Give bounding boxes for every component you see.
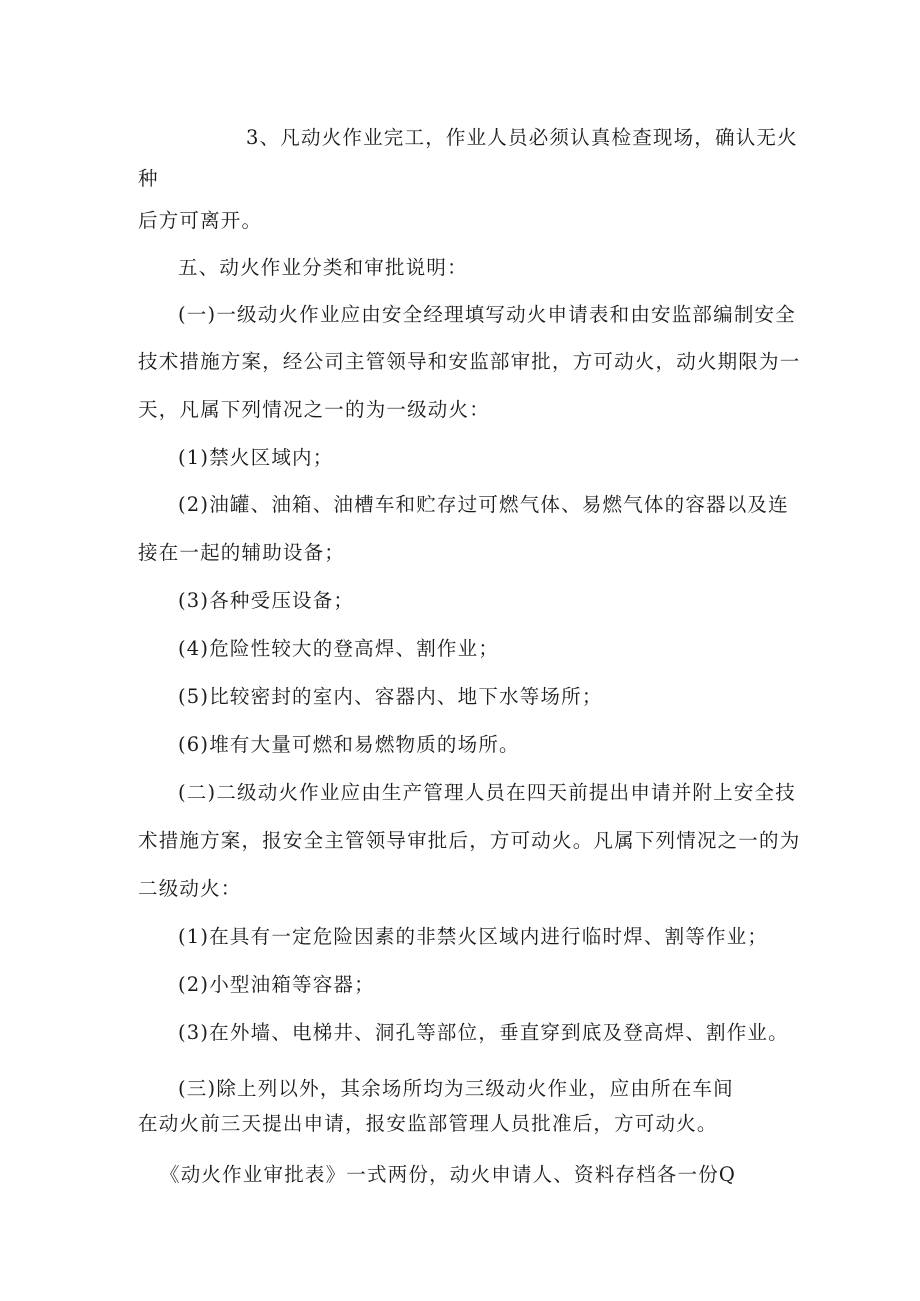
- list-item: (1)在具有一定危险因素的非禁火区域内进行临时焊、割等作业；: [178, 925, 769, 948]
- paragraph-line: 后方可离开。: [138, 209, 263, 232]
- paragraph-line: 接在一起的辅助设备；: [138, 541, 346, 564]
- list-item: (1)禁火区域内；: [178, 446, 334, 469]
- paragraph-line: 在动火前三天提出申请，报安监部管理人员批准后，方可动火。: [138, 1112, 718, 1135]
- paragraph-line: 二级动火：: [138, 877, 242, 900]
- list-item: (4)危险性较大的登高焊、割作业；: [178, 637, 500, 660]
- list-item: (6)堆有大量可燃和易燃物质的场所。: [178, 733, 520, 756]
- list-item: (2)油罐、油箱、油槽车和贮存过可燃气体、易燃气体的容器以及连: [178, 493, 789, 516]
- paragraph-line: (三)除上列以外，其余场所均为三级动火作业，应由所在车间: [178, 1077, 734, 1100]
- list-item: (3)各种受压设备；: [178, 589, 355, 612]
- paragraph-line: (一)一级动火作业应由安全经理填写动火申请表和由安监部编制安全: [178, 303, 796, 326]
- list-item: (3)在外墙、电梯井、洞孔等部位，垂直穿到底及登高焊、割作业。: [178, 1021, 789, 1044]
- section-heading: 五、动火作业分类和审批说明：: [178, 256, 468, 279]
- paragraph-line: 《动火作业审批表》一式两份，动火申请人、资料存档各一份Q: [160, 1163, 737, 1186]
- paragraph-line: (二)二级动火作业应由生产管理人员在四天前提出申请并附上安全技: [178, 781, 796, 804]
- paragraph-line: 天，凡属下列情况之一的为一级动火：: [138, 398, 490, 421]
- paragraph-line: 种: [138, 167, 159, 190]
- paragraph-line: 3、凡动火作业完工，作业人员必须认真检查现场，确认无火: [246, 126, 798, 149]
- paragraph-line: 技术措施方案，经公司主管领导和安监部审批，方可动火，动火期限为一: [138, 350, 801, 373]
- list-item: (2)小型油箱等容器；: [178, 973, 375, 996]
- paragraph-line: 术措施方案，报安全主管领导审批后，方可动火。凡属下列情况之一的为: [138, 829, 801, 852]
- list-item: (5)比较密封的室内、容器内、地下水等场所；: [178, 685, 603, 708]
